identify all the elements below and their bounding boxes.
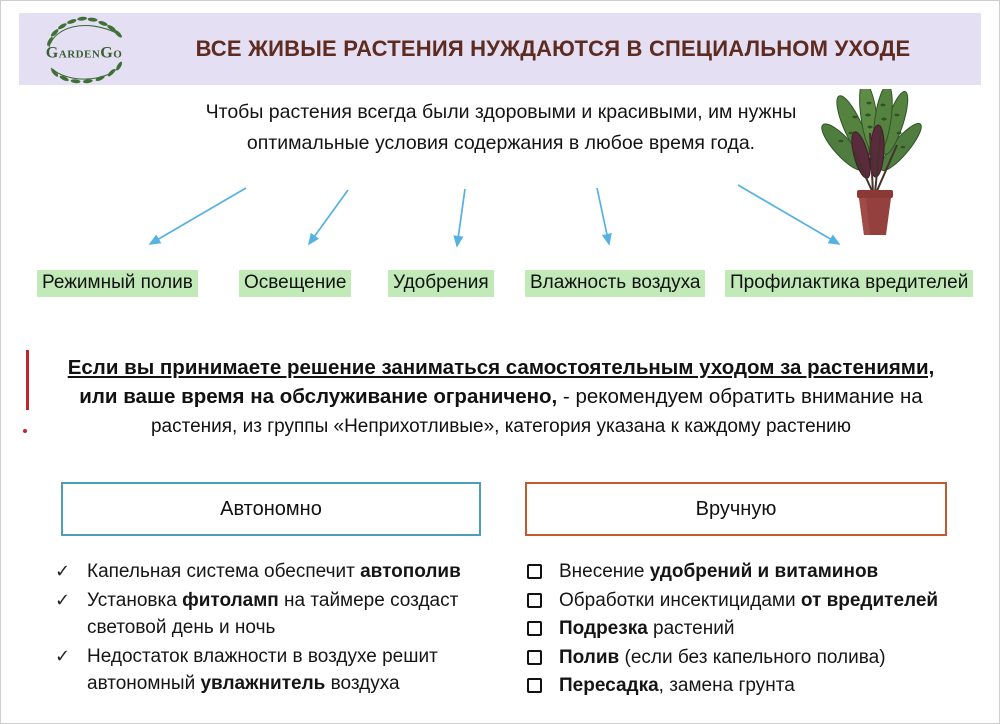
autonomous-box-title: Автономно: [220, 497, 322, 520]
list-item: [525, 587, 965, 615]
note-line-2-bold: или ваше время на обслуживание ограничено,: [79, 385, 558, 408]
item-text-bold: увлажнитель: [200, 673, 326, 694]
check-icon: ✓: [55, 561, 71, 581]
note-line-2: [21, 382, 981, 411]
item-text-bold: удобрений и витаминов: [649, 561, 879, 582]
arrow-to-humidity: [597, 188, 609, 244]
list-item: [525, 644, 965, 672]
item-text-bold: автополив: [360, 561, 461, 582]
item-text: Установка: [87, 589, 183, 611]
autonomous-list: [53, 558, 501, 699]
item-text: Недостаток влажности в воздухе решит автономный: [87, 645, 438, 694]
laurel-wreath-icon: [22, 13, 148, 85]
item-text-bold: Подрезка: [559, 618, 648, 639]
item-text-bold: Полив: [559, 646, 620, 668]
item-text-bold: фитоламп: [182, 589, 279, 611]
item-text-bold: Пересадка: [559, 675, 659, 696]
slide-title: ВСЕ ЖИВЫЕ РАСТЕНИЯ НУЖДАЮТСЯ В СПЕЦИАЛЬНОМ УХОДЕ: [195, 36, 911, 61]
item-text-bold: от вредителей: [800, 589, 939, 611]
list-item: [53, 587, 501, 642]
item-text: Обработки инсектицидами: [559, 589, 801, 611]
checkbox-icon: [527, 593, 542, 608]
manual-box: [525, 482, 947, 536]
list-item: [525, 615, 965, 643]
care-label-watering: Режимный полив: [37, 270, 198, 297]
checkbox-icon: [527, 678, 542, 693]
item-text: , замена грунта: [658, 675, 795, 696]
manual-box-title: Вручную: [695, 497, 777, 520]
intro-line-1: Чтобы растения всегда были здоровыми и красивыми, им нужны: [205, 101, 797, 123]
gardengo-logo: [19, 13, 151, 85]
item-text: Внесение: [559, 561, 650, 582]
item-text: воздуха: [325, 673, 400, 694]
list-item: [53, 643, 501, 698]
checkbox-icon: [527, 564, 542, 579]
arrow-to-pests: [738, 185, 839, 244]
list-item: [525, 672, 965, 700]
checkbox-icon: [527, 650, 542, 665]
care-label-lighting: Освещение: [239, 270, 351, 297]
check-icon: ✓: [55, 645, 71, 666]
manual-list: [525, 558, 965, 701]
logo-text: GardenGo: [45, 44, 123, 62]
item-text: растений: [647, 618, 735, 639]
header-banner: [19, 13, 981, 85]
check-icon: ✓: [55, 589, 71, 610]
care-label-fertilizer: Удобрения: [388, 270, 494, 297]
note-line-1: Если вы принимаете решение заниматься самостоятельным уходом за растениями,: [67, 356, 935, 379]
fanout-arrows: [1, 161, 1000, 261]
autonomous-box: [61, 482, 481, 536]
item-text: Капельная система обеспечит: [87, 561, 361, 582]
care-label-pests: Профилактика вредителей: [725, 270, 973, 297]
item-text: (если без капельного полива): [619, 646, 886, 668]
care-label-humidity: Влажность воздуха: [525, 270, 705, 297]
list-item: [525, 558, 965, 586]
item-text: на таймере создаст световой день и ночь: [87, 589, 459, 638]
arrow-to-fertilizer: [457, 189, 465, 246]
note-line-2-rest: - рекомендуем обратить внимание на: [557, 385, 923, 408]
intro-line-2: оптимальные условия содержания в любое время года.: [246, 132, 756, 154]
checkbox-icon: [527, 621, 542, 636]
recommendation-note: [21, 353, 981, 440]
intro-paragraph: [111, 97, 891, 159]
arrow-to-lighting: [309, 190, 348, 244]
list-item: [53, 558, 501, 586]
note-line-3: растения, из группы «Неприхотливые», категория указана к каждому растению: [150, 416, 852, 437]
arrow-to-watering: [150, 188, 246, 244]
